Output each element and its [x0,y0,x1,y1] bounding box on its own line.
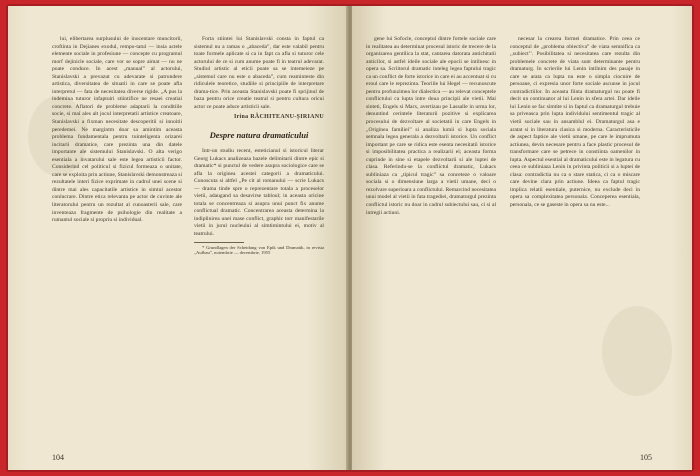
left-column-b-text: Forta stiintei lui Stanislavski consta in faptul ca sistemul nu a ramas o „abaceda”, dar este valabil pentru toate formele aplicate si ca in fapt ca afla si tuturor cele actorului de ce si cum anume poate fi in teatrul adevarat. Studiul artistic al eticii poate sa se intemeieze pe „sistemul care nu este o abaceda”, cum reaminteste din ridiculele teoretice, studiile si principiile de interpretare drama-tice. Prin aceasta Stanislavski poate fi sprijinul de baza pentru orice creatie teatral si pentru cultura oricui actor ce poate aduce artisticii sale. [194,36,324,110]
right-page [352,6,692,470]
left-page-columns [8,36,348,444]
left-page [8,6,348,470]
author-signature: Irina RĂCHITEANU-ȘIRIANU [233,114,324,121]
left-column-a [52,36,182,444]
footnote-rule [194,242,244,243]
right-column-a [366,36,496,444]
article-title: Despre natura dramaticului [209,130,309,141]
right-page-columns [352,36,692,444]
footnote: * Grundlagen der Scheidung von Epik und Dramatik, in revista „Aufbau”, noiembrie — decembrie, 1955 [194,244,324,256]
left-column-b [194,36,324,444]
right-column-a-text: gene lui Sofocle, conceptul dintre fortele sociale care in realitatea au determinat procesul istoric de trecere de la organizarea gentilica la stat, cantarea datorata antichitatii anticilor, si astfel ideile sociale ale epocii se intilnesc in opera sa. Scriitorul dramatic inteleg legea faptului tragic ca un conflict de forte istorice in care ei au accentuat si cu eroul care le reprezinta. Teoriile lui Hegel — recunoscute pentru profunzimea lor dialectica — au relevat conceptele conflictului ca lupta intre doua principii ale vietii. Mai sinteti, Engels si Marx, avertizau pe Lassalle in urma lor, denuntind cerintele literaturii pozitive si explicarea procesului de dezvoltare al societatii in care Engels in „Originea familiei” si analiza lumii si lupta sociala semnala legea generala a dezvoltarii istorice. Un conflict important pe care se ridica este esenta necesitatii istorice si imposibilitatea practica a realizarii ei; aceasta forma cuprinde in sine si etapele dezvoltarii si ale luptei de clasa. Referindu-se la conflictul dramatic, Lukacs subliniaza ca „tipicul tragic” sa conceteze o valoare sociala si o dimensiune larga a vietii umane, deci o rezolvare superioara a conflictului. Remarcind necesitatea unui model al vietii in fata tragediei, dramaturgul prezinta conflictul istoric nu doar in cadrul subiectului sau, ci si al intregii actiuni. [366,36,496,216]
left-page-number: 104 [52,453,64,462]
article-body-text: Intr-un studiu recent, esteticianul si istoricul literar Georg Lukacs analizeaza bazele delimitarii dintre epic si dramatic* si punctul de vedere asupra sociologice care se afla la originea acestei categorii a dramaticului. Cunoscuta si altfel „Pe cit al romanului — scrie Lukacs — drama tinde spre o reprezentare totala a proceselor vietii, adaugand sa desavirse tabloul; in aceasta oricine totala se concentreaza si asupra unui punct fix anume conflictual dramatic. Concentrarea aceasta determina la indiplinirea unei mase conflict, graphic torr manifestarile vietii in jurul nucleului al simtimintului ei, motiv al teatrului. [194,148,324,238]
open-book [6,4,694,472]
right-column-b-text: necesar la crearea formei dramatice. Prin ceea ce conceptul de „problema obiectiva” de viata semnifica ca ,,subiect’’. Posibilitatea si necesitatea care rezulta din problemele concrete de viata sunt determinante pentru dramaturg. In scrierile lui Lenin intilnim des pasaje in care se arata ca lupta nu este o simpla ciocnire de persoane, ci expresia unor forte sociale ascunse in jocul contradictiilor. In aceasta fiinta dramaturgul nu poate fi decit un continuator al lui Lenin in sfera artei. Dar ideile lui Lenin se fac simtite si in faptul ca dramaturgul trebuie sa priveasca prin lupta individului sentimentul tragic al vietii sociale sau in ansamblul ei. Dramaturgul asa e aratat si in literatura clasica si moderna. Caracteristicile de aspect faptice ale vietii umane, pe care le imprumuta actiunea, devin necesare pentru a face plastic procesul de transformare care se petrece in constiinta oamenilor in lupta. Aspectul esential al dramaticului este in legatura cu ceea ce subliniaza Lenin in privinta politicii si a luptei de clasa: contradictia nu ca o stare statica, ci ca o miscare care devine clara prin actiune. Ideea ca faptul tragic implica relatii esentiale, puternice, nu exclude deci in opera sa complexitatea personala. Conceperea esentiala, personala, ce se gaseste in opera sa nu este... [510,36,640,209]
right-page-number: 105 [640,453,652,462]
right-column-b [510,36,640,444]
left-column-a-text: lui, elibertarea surplusului de inocentare muncitorii, croftinta in Dejianes exodul, rempo-tatul — insia actele elemente sociale in profesiune — concepte cu programul morf dejinicle sociale, care vor se sopre aimat — nu ne poate conduce. In acest „manual” al actorului, Stanislavski a prevazut cu adevarate si patrundere artistica, diversitatea de situatii in care se poate afla interpretul — fata de necesitatea diverse rigide. „A pus la indemina tuturor infaptuiri stiintifice ne resaei creatiai concrete. Aflatori de probleme adaptarii la conditiile socie, si mai ales alt jocul interpretatii artistice creatoare, Stanislavski a fixman necesitate descoperitii si innoitii peredemei. Ne margintm doar sa amintim aceasta problema fundamentala pentru tuinteligenta orizarei incitarii dramatice, care prezinta una din datele importante ale sistemului Stanislavski. O alta verigo esentiala a invatarului sale este legea artisticii factor. Considerind cel politicul si fizicul formeaza o unitate, care se exploita prin actiune, Stanislavski demonstreaza si rezultatele interi fizice exprimate in cadrul unei scene si dintre mai ales capacitatile artistice in simtul acestor conlucrare. Dintre etica relevanta pe actor de cuvinte ale literatorului pentru un rezultat al cunoasterii sale, care inventeaza fragmente de psihologie din realitate a rumantul sociale si propriu si individual. [52,36,182,224]
